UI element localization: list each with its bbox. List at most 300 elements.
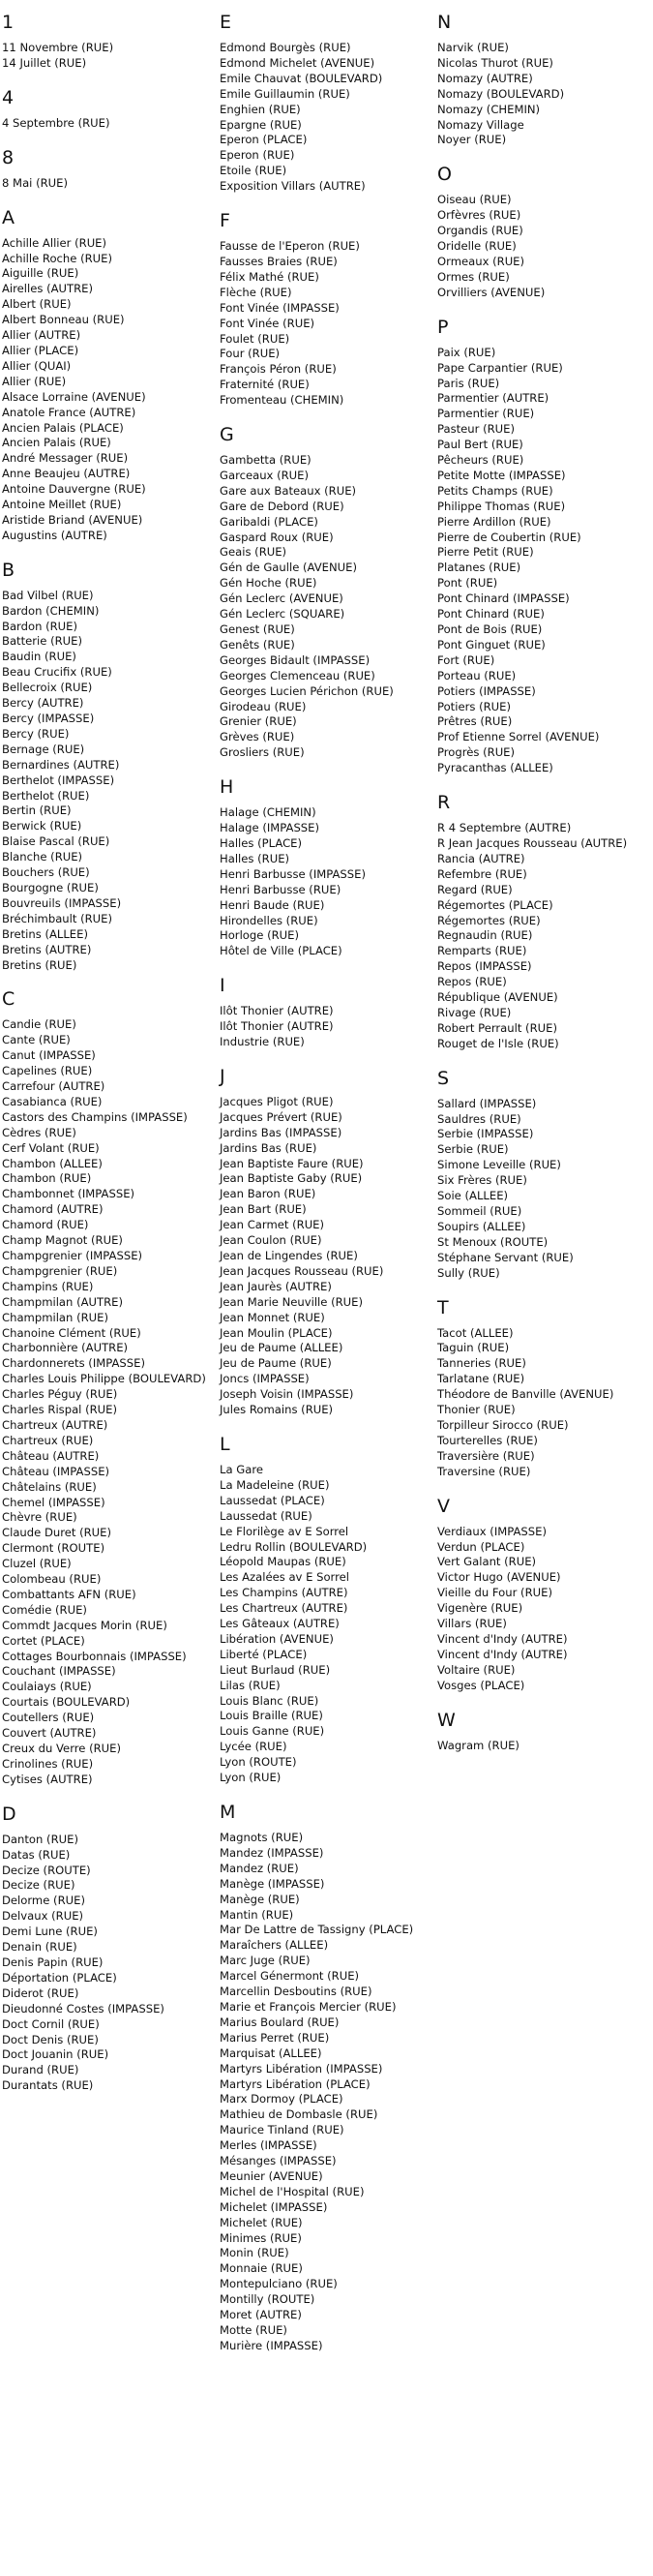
street-item: Soupirs (ALLEE) (437, 1219, 526, 1233)
street-item: Bercy (RUE) (2, 726, 70, 741)
street-item: Château (IMPASSE) (2, 1464, 110, 1478)
street-item: Mésanges (IMPASSE) (220, 2154, 337, 2168)
street-list (2, 1833, 220, 2094)
street-item: Lyon (ROUTE) (220, 1755, 297, 1770)
street-list (220, 1463, 437, 1786)
street-list (437, 193, 653, 300)
letter-heading: C (2, 988, 15, 1011)
street-item: Fausses Braies (RUE) (220, 254, 338, 268)
street-item: Sommeil (RUE) (437, 1204, 522, 1218)
street-item: Narvik (RUE) (437, 41, 509, 54)
street-item: Vosges (PLACE) (437, 1678, 525, 1692)
street-item: Henri Barbusse (IMPASSE) (220, 866, 366, 881)
letter-section (220, 1802, 437, 2354)
street-item: Cèdres (RUE) (2, 1125, 76, 1139)
street-item: Allier (AUTRE) (2, 328, 81, 343)
letter-heading: B (2, 559, 15, 581)
letter-section (220, 1066, 437, 1418)
street-item: Grosliers (RUE) (220, 745, 305, 760)
index-column-1 (2, 12, 220, 2576)
letter-section (437, 12, 653, 148)
street-item: Joseph Voisin (IMPASSE) (220, 1387, 354, 1402)
street-item: Pierre Ardillon (RUE) (437, 514, 551, 529)
street-item: Montilly (ROUTE) (220, 2292, 315, 2307)
street-item: Aristide Briand (AVENUE) (2, 512, 143, 527)
street-item: Georges Clemenceau (RUE) (220, 668, 375, 682)
street-item: Emile Chauvat (BOULEVARD) (220, 71, 383, 85)
street-item: Eperon (RUE) (220, 148, 295, 163)
street-list (2, 116, 220, 132)
street-item: Bouchers (RUE) (2, 865, 90, 880)
street-item: Soie (ALLEE) (437, 1189, 509, 1203)
street-item: Allier (QUAI) (2, 358, 72, 373)
street-item: Genest (RUE) (220, 622, 295, 636)
street-item: Denain (RUE) (2, 1940, 77, 1955)
street-item: Jardins Bas (RUE) (220, 1140, 317, 1155)
street-item: Meunier (AVENUE) (220, 2168, 323, 2183)
street-item: R Jean Jacques Rousseau (AUTRE) (437, 835, 628, 850)
street-item: Sauldres (RUE) (437, 1111, 521, 1126)
street-item: Foulet (RUE) (220, 331, 290, 346)
street-item: Philippe Thomas (RUE) (437, 499, 566, 513)
street-item: Gare de Debord (RUE) (220, 499, 344, 513)
street-item: Bardon (RUE) (2, 619, 78, 633)
street-item: Georges Bidault (IMPASSE) (220, 652, 371, 667)
street-item: Chambonnet (IMPASSE) (2, 1187, 135, 1201)
street-item: Chèvre (RUE) (2, 1510, 77, 1525)
street-item: Four (RUE) (220, 347, 281, 361)
street-item: République (AVENUE) (437, 990, 558, 1005)
street-item: Louis Ganne (RUE) (220, 1724, 325, 1739)
street-list (2, 589, 220, 974)
street-item: Champgrenier (RUE) (2, 1263, 118, 1278)
street-item: Demi Lune (RUE) (2, 1924, 98, 1939)
street-item: Halles (RUE) (220, 851, 290, 865)
street-item: Antoine Dauvergne (RUE) (2, 482, 146, 497)
street-item: Moret (AUTRE) (220, 2308, 302, 2322)
street-item: Maurice Tinland (RUE) (220, 2123, 344, 2137)
street-item: Mathieu de Dombasle (RUE) (220, 2107, 378, 2122)
street-item: Grenier (RUE) (220, 714, 297, 729)
letter-section (2, 87, 220, 132)
street-item: Pont (RUE) (437, 576, 498, 591)
street-item: Nomazy (BOULEVARD) (437, 86, 565, 101)
street-item: Sallard (IMPASSE) (437, 1096, 537, 1110)
street-item: Laussedat (PLACE) (220, 1493, 325, 1507)
street-list (220, 1095, 437, 1418)
street-item: Decize (ROUTE) (2, 1863, 91, 1877)
street-list (220, 1831, 437, 2354)
street-item: Pierre de Coubertin (RUE) (437, 530, 581, 544)
street-item: Monin (RUE) (220, 2246, 289, 2260)
street-item: Jean Baptiste Gaby (RUE) (220, 1171, 363, 1186)
street-item: Fort (RUE) (437, 652, 495, 667)
street-item: Félix Mathé (RUE) (220, 269, 319, 284)
street-item: Rouget de l'Isle (RUE) (437, 1036, 559, 1050)
street-list (220, 1004, 437, 1050)
street-item: Marius Boulard (RUE) (220, 2015, 340, 2029)
street-item: Oridelle (RUE) (437, 239, 517, 254)
street-item: Petits Champs (RUE) (437, 483, 553, 498)
letter-section (220, 210, 437, 409)
street-list (2, 176, 220, 192)
street-item: Potiers (IMPASSE) (437, 683, 536, 698)
street-item: Maraîchers (ALLEE) (220, 1938, 329, 1953)
street-item: Castors des Champins (IMPASSE) (2, 1109, 188, 1124)
street-item: Vincent d'Indy (AUTRE) (437, 1631, 568, 1646)
street-item: Enghien (RUE) (220, 102, 301, 116)
street-item: Platanes (RUE) (437, 561, 521, 575)
street-list (437, 821, 653, 1052)
street-item: Robert Perrault (RUE) (437, 1020, 557, 1035)
street-item: Pont Chinard (RUE) (437, 607, 545, 621)
street-item: Vincent d'Indy (AUTRE) (437, 1647, 568, 1661)
street-item: Jeu de Paume (ALLEE) (220, 1341, 343, 1355)
street-item: Motte (RUE) (220, 2323, 287, 2337)
street-item: 14 Juillet (RUE) (2, 55, 87, 70)
street-item: Liberté (PLACE) (220, 1647, 308, 1661)
street-item: Théodore de Banville (AVENUE) (437, 1387, 614, 1402)
street-item: Delorme (RUE) (2, 1894, 85, 1908)
street-item: Diderot (RUE) (2, 1985, 79, 2000)
street-item: Halles (PLACE) (220, 835, 303, 850)
letter-section (220, 975, 437, 1050)
street-item: Champmilan (AUTRE) (2, 1294, 124, 1309)
letter-section (220, 12, 437, 195)
street-item: Noyer (RUE) (437, 133, 507, 147)
street-item: Libération (AVENUE) (220, 1631, 334, 1646)
street-item: Decize (RUE) (2, 1878, 75, 1893)
street-item: Lycée (RUE) (220, 1740, 287, 1754)
letter-heading: P (437, 316, 449, 338)
street-item: Joncs (IMPASSE) (220, 1372, 310, 1386)
street-item: Industrie (RUE) (220, 1035, 305, 1049)
street-list (2, 41, 220, 72)
street-item: R 4 Septembre (AUTRE) (437, 821, 572, 835)
street-item: Merles (IMPASSE) (220, 2138, 317, 2153)
street-item: Jean Monnet (RUE) (220, 1310, 325, 1324)
street-item: Cortet (PLACE) (2, 1633, 85, 1648)
letter-heading: V (437, 1495, 450, 1517)
street-item: Augustins (AUTRE) (2, 528, 107, 542)
street-item: Denis Papin (RUE) (2, 1955, 104, 1969)
street-item: Bernardines (AUTRE) (2, 757, 120, 772)
letter-heading: M (220, 1802, 236, 1823)
street-item: Six Frères (RUE) (437, 1173, 527, 1188)
street-item: Marc Juge (RUE) (220, 1954, 311, 1968)
index-column-2 (220, 12, 437, 2576)
street-item: Albert Bonneau (RUE) (2, 313, 125, 327)
street-item: Mandez (IMPASSE) (220, 1845, 324, 1860)
street-item: La Gare (220, 1462, 263, 1476)
letter-section (437, 164, 653, 300)
street-item: Durand (RUE) (2, 2063, 79, 2077)
street-item: Voltaire (RUE) (437, 1662, 516, 1677)
street-item: Régemortes (RUE) (437, 913, 541, 927)
street-item: Garibaldi (PLACE) (220, 514, 318, 529)
street-item: Marcel Génermont (RUE) (220, 1969, 360, 1984)
letter-heading: N (437, 12, 452, 33)
street-item: Paul Bert (RUE) (437, 438, 523, 452)
street-list (220, 805, 437, 959)
street-item: Progrès (RUE) (437, 745, 516, 760)
street-item: Ormes (RUE) (437, 269, 510, 284)
street-item: Rancia (AUTRE) (437, 851, 525, 865)
street-item: Ilôt Thonier (AUTRE) (220, 1019, 334, 1034)
street-item: Jean Baptiste Faure (RUE) (220, 1156, 364, 1170)
letter-section (437, 1068, 653, 1282)
street-item: Comédie (RUE) (2, 1602, 87, 1617)
street-item: Simone Leveille (RUE) (437, 1158, 561, 1172)
street-item: Régemortes (PLACE) (437, 897, 553, 912)
street-list (437, 1739, 653, 1754)
street-item: André Messager (RUE) (2, 451, 129, 466)
street-item: Berthelot (IMPASSE) (2, 773, 115, 787)
street-item: Clermont (ROUTE) (2, 1541, 105, 1556)
street-item: Jean Marie Neuville (RUE) (220, 1294, 364, 1309)
letter-section (437, 792, 653, 1052)
street-item: Chemel (IMPASSE) (2, 1495, 105, 1509)
street-item: Chartreux (AUTRE) (2, 1417, 108, 1432)
street-item: Etoile (RUE) (220, 164, 287, 178)
street-item: Bourgogne (RUE) (2, 880, 99, 894)
letter-heading: R (437, 792, 451, 814)
street-item: Chamord (RUE) (2, 1218, 89, 1232)
street-item: Gén Leclerc (AVENUE) (220, 591, 343, 606)
street-item: Repos (RUE) (437, 975, 507, 989)
street-item: Jules Romains (RUE) (220, 1403, 334, 1417)
street-item: Les Azalées av E Sorrel (220, 1570, 349, 1585)
letter-section (220, 1434, 437, 1786)
street-item: Durantats (RUE) (2, 2078, 94, 2093)
street-item: Mar De Lattre de Tassigny (PLACE) (220, 1923, 414, 1937)
street-item: Charles Rispal (RUE) (2, 1403, 117, 1417)
street-item: Crinolines (RUE) (2, 1756, 94, 1771)
street-item: Bernage (RUE) (2, 742, 85, 756)
street-list (2, 236, 220, 544)
street-item: Lieut Burlaud (RUE) (220, 1662, 331, 1677)
street-item: Doct Cornil (RUE) (2, 2016, 100, 2031)
street-item: Bréchimbault (RUE) (2, 911, 113, 925)
street-item: Jean Baron (RUE) (220, 1187, 316, 1201)
letter-section (2, 560, 220, 974)
street-item: Pape Carpantier (RUE) (437, 360, 563, 375)
street-item: Champmilan (RUE) (2, 1310, 108, 1324)
street-item: Gaspard Roux (RUE) (220, 530, 334, 544)
street-item: Hirondelles (RUE) (220, 913, 318, 927)
street-item: Casabianca (RUE) (2, 1094, 103, 1108)
street-item: Jean Moulin (PLACE) (220, 1325, 333, 1340)
street-list (220, 41, 437, 195)
street-item: Jean Carmet (RUE) (220, 1218, 325, 1232)
street-item: Combattants AFN (RUE) (2, 1587, 136, 1601)
street-item: Martyrs Libération (IMPASSE) (220, 2061, 383, 2076)
street-item: Montepulciano (RUE) (220, 2277, 338, 2291)
street-item: Marquisat (ALLEE) (220, 2046, 322, 2060)
street-list (220, 453, 437, 761)
street-item: Gare aux Bateaux (RUE) (220, 483, 357, 498)
street-item: Nomazy Village (437, 117, 524, 132)
street-item: Fromenteau (CHEMIN) (220, 393, 344, 408)
street-item: Datas (RUE) (2, 1847, 71, 1862)
letter-heading: 8 (2, 146, 15, 168)
street-item: Garceaux (RUE) (220, 468, 310, 482)
street-item: Airelles (AUTRE) (2, 282, 94, 296)
street-item: Coulaiays (RUE) (2, 1680, 92, 1694)
street-item: Paix (RUE) (437, 345, 496, 359)
street-item: Les Gâteaux (AUTRE) (220, 1617, 340, 1631)
street-item: Mantin (RUE) (220, 1907, 294, 1922)
letter-heading: W (437, 1709, 456, 1731)
street-item: Fraternité (RUE) (220, 378, 310, 392)
street-item: La Madeleine (RUE) (220, 1477, 330, 1492)
street-item: Girodeau (RUE) (220, 699, 307, 713)
street-item: Alsace Lorraine (AVENUE) (2, 389, 146, 404)
street-item: Anatole France (AUTRE) (2, 405, 136, 419)
street-item: Emile Guillaumin (RUE) (220, 86, 350, 101)
letter-section (437, 317, 653, 776)
street-item: Bertin (RUE) (2, 803, 72, 818)
street-item: Pyracanthas (ALLEE) (437, 761, 553, 775)
street-list (437, 1326, 653, 1480)
street-item: Danton (RUE) (2, 1832, 78, 1846)
street-item: Organdis (RUE) (437, 224, 523, 238)
street-item: Charbonnière (AUTRE) (2, 1341, 129, 1355)
street-item: Albert (RUE) (2, 297, 72, 312)
street-item: Petite Motte (IMPASSE) (437, 468, 566, 482)
letter-section (2, 147, 220, 192)
letter-section (2, 1803, 220, 2094)
street-item: Font Vinée (IMPASSE) (220, 300, 340, 315)
street-item: Champins (RUE) (2, 1279, 94, 1293)
street-item: Chambon (RUE) (2, 1171, 92, 1186)
street-item: Jean Jacques Rousseau (RUE) (220, 1263, 384, 1278)
street-item: Courtais (BOULEVARD) (2, 1695, 131, 1710)
street-item: Hôtel de Ville (PLACE) (220, 944, 342, 958)
street-item: Colombeau (RUE) (2, 1572, 102, 1587)
street-item: Couchant (IMPASSE) (2, 1664, 116, 1679)
street-item: Capelines (RUE) (2, 1064, 93, 1078)
street-item: Château (AUTRE) (2, 1448, 100, 1463)
street-item: 11 Novembre (RUE) (2, 41, 114, 54)
street-item: Chanoine Clément (RUE) (2, 1325, 141, 1340)
letter-heading: I (220, 975, 225, 997)
street-item: Eperon (PLACE) (220, 133, 308, 147)
street-item: Couvert (AUTRE) (2, 1726, 97, 1741)
letter-section (437, 1496, 653, 1694)
street-item: Beau Crucifix (RUE) (2, 665, 112, 680)
street-item: Ancien Palais (RUE) (2, 436, 111, 450)
street-item: Grèves (RUE) (220, 730, 295, 744)
street-item: Ormeaux (RUE) (437, 254, 525, 268)
street-item: Epargne (RUE) (220, 117, 302, 132)
street-item: Tacot (ALLEE) (437, 1325, 514, 1340)
street-item: Achille Allier (RUE) (2, 235, 107, 250)
street-item: Gén Hoche (RUE) (220, 576, 317, 591)
street-item: Carrefour (AUTRE) (2, 1079, 105, 1094)
street-item: Bretins (ALLEE) (2, 926, 88, 941)
street-item: Candie (RUE) (2, 1017, 76, 1032)
street-item: Murière (IMPASSE) (220, 2338, 323, 2352)
street-item: Bretins (RUE) (2, 957, 77, 972)
street-item: Doct Denis (RUE) (2, 2032, 99, 2046)
letter-heading: G (220, 424, 234, 446)
street-item: Gambetta (RUE) (220, 453, 312, 468)
street-item: Marx Dormoy (PLACE) (220, 2092, 343, 2106)
street-item: Michelet (RUE) (220, 2215, 303, 2229)
street-item: Berwick (RUE) (2, 819, 82, 833)
letter-heading: O (437, 164, 452, 186)
street-item: Georges Lucien Périchon (RUE) (220, 683, 394, 698)
street-item: Les Champins (AUTRE) (220, 1586, 348, 1600)
letter-heading: S (437, 1067, 450, 1089)
letter-heading: 1 (2, 12, 15, 33)
street-list (437, 1097, 653, 1282)
street-item: Sully (RUE) (437, 1265, 500, 1280)
letter-heading: 4 (2, 86, 15, 108)
street-item: Magnots (RUE) (220, 1831, 304, 1844)
letter-section (2, 988, 220, 1787)
street-item: Jean Coulon (RUE) (220, 1233, 322, 1248)
street-item: Thonier (RUE) (437, 1403, 516, 1417)
street-item: Font Vinée (RUE) (220, 316, 315, 330)
street-item: Jean Jaurès (AUTRE) (220, 1279, 332, 1293)
letter-heading: T (437, 1296, 449, 1318)
street-item: Serbie (RUE) (437, 1142, 509, 1157)
street-item: Lilas (RUE) (220, 1678, 281, 1692)
street-item: Pêcheurs (RUE) (437, 453, 524, 468)
street-item: Halage (CHEMIN) (220, 805, 316, 820)
street-item: Chartreux (RUE) (2, 1433, 94, 1447)
street-item: Blaise Pascal (RUE) (2, 834, 110, 849)
street-item: Bardon (CHEMIN) (2, 603, 100, 618)
street-item: Michelet (IMPASSE) (220, 2199, 328, 2214)
street-item: Torpilleur Sirocco (RUE) (437, 1417, 569, 1432)
street-item: Blanche (RUE) (2, 850, 83, 864)
street-list (220, 239, 437, 409)
street-item: Victor Hugo (AVENUE) (437, 1570, 561, 1585)
street-item: Bercy (IMPASSE) (2, 712, 95, 725)
street-item: Pont de Bois (RUE) (437, 622, 543, 636)
street-item: Champgrenier (IMPASSE) (2, 1249, 143, 1262)
street-item: François Péron (RUE) (220, 362, 337, 377)
street-item: Ledru Rollin (BOULEVARD) (220, 1539, 368, 1554)
street-item: Creux du Verre (RUE) (2, 1742, 121, 1755)
street-item: Ancien Palais (PLACE) (2, 420, 124, 435)
letter-heading: F (220, 210, 230, 232)
street-item: Delvaux (RUE) (2, 1909, 84, 1924)
street-item: Châtelains (RUE) (2, 1479, 97, 1494)
street-item: Jacques Pligot (RUE) (220, 1094, 334, 1108)
street-item: Regard (RUE) (437, 882, 513, 896)
street-item: Jean Bart (RUE) (220, 1202, 307, 1217)
street-item: Monnaie (RUE) (220, 2261, 303, 2276)
street-item: Bretins (AUTRE) (2, 942, 92, 956)
street-item: Orvilliers (AVENUE) (437, 285, 546, 299)
street-item: Nomazy (AUTRE) (437, 71, 533, 85)
street-item: Tanneries (RUE) (437, 1356, 526, 1371)
letter-heading: E (220, 12, 232, 33)
street-item: Claude Duret (RUE) (2, 1526, 112, 1540)
street-item: Jardins Bas (IMPASSE) (220, 1125, 342, 1139)
street-item: Louis Blanc (RUE) (220, 1693, 319, 1708)
street-item: Halage (IMPASSE) (220, 821, 320, 835)
street-item: Verdiaux (IMPASSE) (437, 1524, 547, 1538)
street-item: Anne Beaujeu (AUTRE) (2, 467, 131, 481)
street-item: Traversine (RUE) (437, 1464, 531, 1478)
street-item: Bouvreuils (IMPASSE) (2, 895, 122, 910)
street-item: Cottages Bourbonnais (IMPASSE) (2, 1649, 187, 1663)
